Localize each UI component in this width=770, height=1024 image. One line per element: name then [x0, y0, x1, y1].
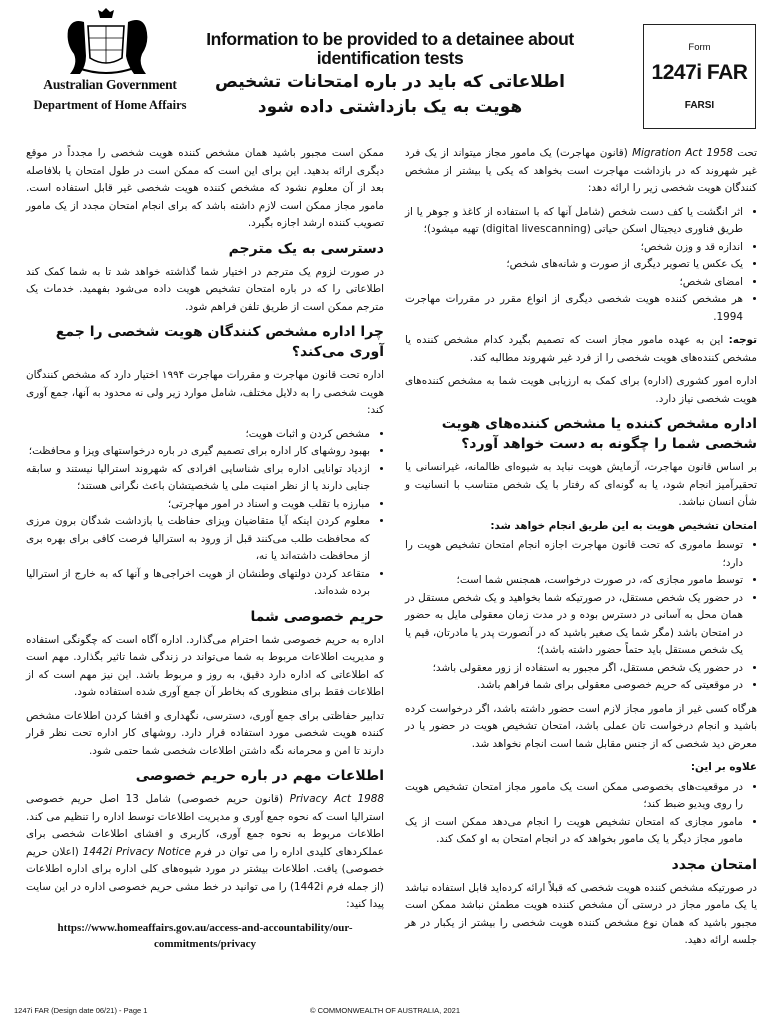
identifier-list	[405, 204, 757, 327]
how-paragraph: بر اساس قانون مهاجرت، آزمایش هویت نباید به شیوه‌ای ظالمانه، غیرانسانی یا تحقیرآمیز انجام شود، یا به گونه‌ای که رفتار با یک شخص متناسب با انسانیت و شأن انسان نباشد.	[405, 461, 757, 508]
form-number: 1247i FAR	[651, 61, 748, 84]
list-item: • مبارزه با تقلب هویت و اسناد در امور مهاجرتی؛	[26, 496, 370, 514]
list-item: • بهبود روشهای کار اداره برای تصمیم گیری در باره درخواستهای ویزا و محافظت؛	[26, 443, 370, 461]
list-item: • اثر انگشت یا کف دست شخص (شامل آنها که با استفاده از کاغذ و جوهر یا از طریق فناوری دیجیتال اسکن حیاتی (digital livescanning) تهیه میشود)؛	[405, 204, 743, 239]
footer-copyright: © COMMONWEALTH OF AUSTRALIA, 2021	[310, 1006, 460, 1015]
list-item: • مشخص کردن و اثبات هویت؛	[26, 426, 370, 444]
list-item: • امضای شخص؛	[405, 274, 743, 292]
heading-how: اداره مشخص کننده یا مشخص کننده‌های هویت شخصی شما را چگونه به دست خواهد آورد؟	[441, 416, 757, 452]
list-item: • در حضور یک شخص مستقل، اگر مجبور به استفاده از زور معقولی باشد؛	[405, 660, 743, 678]
privacy-paragraph-1: اداره به حریم خصوصی شما احترام می‌گذارد. اداره آگاه است که چگونگی استفاده و مدیریت اطلاعات مربوط به شما می‌تواند در زندگی شما تاثیر بگذارد. مهم است که اطلاعاتی که اداره دارد دقیق، به روز و مربوط باشد. این نیز مهم است که از اطلاعات فقط برای منظوری که بخاطر آن جمع آوری شده استفاده شود.	[26, 633, 384, 698]
list-item: • اندازه قد و وزن شخص؛	[405, 239, 743, 257]
form-id-box	[643, 24, 756, 129]
subheading-also: علاوه بر این:	[690, 761, 757, 773]
why-list	[26, 426, 384, 601]
privacy-act: Privacy Act 1988	[289, 793, 384, 805]
privacy-paragraph-2: تدابیر حفاظتی برای جمع آوری، دسترسی، نگهداری و افشا کردن اطلاعات مشخص کننده هویت شخصی مورد استفاده قرار دارد. روشهای کار اداره تحت نظر قرار دارند تا امن و محرمانه نگه داشتن اطلاعات شخصی شما حتمی شود.	[26, 709, 384, 757]
intro-paragraph: تحت Migration Act 1958 (قانون مهاجرت) یک مامور مجاز میتواند از یک فرد غیر شهروند که در بازداشت مهاجرت است بخواهد که یکی یا بیشتر از مشخص کنندگان هویت شخصی زیر را ارائه دهد:	[405, 147, 757, 194]
department-name: Department of Home Affairs	[33, 98, 187, 112]
list-item: • توسط مامور مجازی که، در صورت درخواست، همجنس شما است؛	[405, 572, 743, 590]
subheading-test: امتحان تشخیص هویت به این طریق انجام خواهد شد:	[490, 519, 757, 532]
heading-retest: امتحان مجدد	[671, 856, 757, 873]
list-item: • متقاعد کردن دولتهای وطنشان از هویت اخراجی‌ها و آنها که به خارج از استرالیا برده شده‌اند.	[26, 566, 370, 601]
government-name: Australian Government	[43, 77, 177, 92]
migration-act: Migration Act 1958	[632, 147, 733, 159]
list-item: • معلوم کردن اینکه آیا متقاضیان ویزای حفاظت یا بازداشت شدگان برون مرزی که محافظت طلب می‌کنند قبل از ورود به استرالیا فرصت کافی برای بهره بری از محافظت داشته‌اند یا نه،	[26, 513, 370, 566]
list-item: • ازدیاد توانایی اداره برای شناسایی افرادی که شهروند استرالیا نیستند و سابقه جنایی دارند یا از نظر امنیت ملی یا شخصیتشان باعث نگرانی هستند؛	[26, 461, 370, 496]
right-column	[405, 145, 757, 956]
list-item: • در موقعیتی که حریم خصوصی معقولی برای شما فراهم باشد.	[405, 677, 743, 695]
title-english: Information to be provided to a detainee about identification tests	[206, 29, 574, 68]
heading-important-privacy: اطلاعات مهم در باره حریم خصوصی	[135, 768, 384, 784]
footer-form-info: 1247i FAR (Design date 06/21) - Page 1	[14, 1006, 148, 1015]
form-label: Form	[688, 42, 711, 53]
other-person-paragraph: هرگاه کسی غیر از مامور مجاز لازم است حضور داشته باشد، اگر درخواست کرده باشید و انجام درخواست تان عملی باشد، امتحان تشخیص هویت در حضور یا در معرض دید شخصی که از جنس مقابل شما است انجام نخواهد شد.	[405, 702, 757, 750]
list-item: • مامور مجازی که امتحان تشخیص هویت را انجام می‌دهد ممکن است از یک مامور مجاز دیگر یا یک مامور بخواهد که در انجام امتحان به او کمک کند.	[405, 814, 743, 849]
list-item: • در حضور یک شخص مستقل، در صورتیکه شما بخواهید و یک شخص مستقل در همان محل به آسانی در دسترس بوده و در مدت زمان معقولی مایل به حضور در امتحان باشد (مگر شما یک صغیر باشید که در آنصورت پدر یا مادرتان، قیم یا یک شخص مستقل باید حتماً حضور داشته باشد)؛	[405, 590, 743, 660]
left-column	[26, 145, 384, 952]
form-language: FARSI	[684, 100, 715, 111]
interpreter-paragraph: در صورت لزوم یک مترجم در اختیار شما گذاشته خواهد شد تا به شما کمک کند اطلاعاتی را که در باره امتحان تشخیص هویت داده می‌شود بفهمید. خدمات یک مترجم ممکن است از طریق تلفن فراهم شود.	[26, 265, 384, 313]
heading-interpreter: دسترسی به یک مترجم	[228, 240, 384, 257]
dept-paragraph: اداره امور کشوری (اداره) برای کمک به ارزیابی هویت شما به مشخص کننده‌های هویت شخصی نیاز دارد.	[405, 375, 757, 405]
list-item: • یک عکس یا تصویر دیگری از صورت و شانه‌های شخص؛	[405, 256, 743, 274]
retest-paragraph: در صورتیکه مشخص کننده هویت شخصی که قبلاً ارائه کرده‌اید قابل استفاده نباشد یا یک مامور مجاز در درستی آن مشخص کننده هویت مطمئن نباشد ممکن است مجبور باشید که همان نوع مشخص کننده هویت شخصی را بیشتر از یکبار در هر جلسه ارائه دهید.	[405, 881, 757, 946]
list-item: • در موقعیت‌های بخصوصی ممکن است یک مامور مجاز امتحان تشخیص هویت را روی ویدیو ضبط کند؛	[405, 779, 743, 814]
test-list	[405, 537, 757, 695]
heading-why: چرا اداره مشخص کنندگان هویت شخصی را جمع آوری می‌کند؟	[55, 324, 384, 360]
list-item: • هر مشخص کننده هویت شخصی دیگری از انواع مقرر در مقررات مهاجرت 1994.	[405, 291, 743, 326]
note-paragraph: توجه: این به عهده مامور مجاز است که تصمیم بگیرد کدام مشخص کننده یا مشخص کننده‌های هویت شخصی را از فرد غیر شهروند مطالبه کند.	[405, 334, 757, 364]
also-list	[405, 779, 757, 849]
heading-privacy: حریم خصوصی شما	[250, 608, 384, 625]
privacy-notice: 1442i Privacy Notice	[82, 845, 191, 858]
why-paragraph: اداره تحت قانون مهاجرت و مقررات مهاجرت ۱۹۹۴ اختیار دارد که مشخص کنندگان هویت شخصی را به دلایل مختلف، شامل موارد زیر ولی نه محدود به آنها، جمع آوری کند:	[26, 369, 384, 416]
list-item: • توسط ماموری که تحت قانون مهاجرت اجازه انجام امتحان تشخیص هویت را دارد؛	[405, 537, 743, 572]
coat-of-arms-icon	[58, 8, 154, 78]
title-farsi: اطلاعاتی که باید در باره امتحانات تشخیص هویت به یک بازداشتی داده شود	[215, 72, 565, 117]
privacy-act-paragraph: Privacy Act 1988 (قانون حریم خصوصی) شامل 13 اصل حریم خصوصی استرالیا است که نحوه جمع آوری و مدیریت اطلاعات توسط اداره را تنظیم می کند. اطلاعات مربوط به نحوه جمع آوری، کاربری و افشای اطلاعات شخصی برای عملکردهای کلیدی اداره را می توان در فرم 1442i Privacy Notice (اعلان حریم خصوصی) یافت. اطلاعات بیشتر در مورد شیوه‌های کلی اداره برای اداره اطلاعات (از جمله فرم 1442i) را می توانید در خط مشی حریم خصوصی اداره در این سایت پیدا کنید:	[26, 793, 384, 910]
retest-continued-paragraph: ممکن است مجبور باشید همان مشخص کننده هویت شخصی را مجدداً در موقع دیگری ارائه بدهید. این برای این است که ممکن است در طول امتحان یا بلافاصله بعد از آن معلوم نشود که مشخص کننده هویت شخصی غیر قابل استفاده است. مامور مجاز ممکن است لازم داشته باشد که برای انجام امتحان مجدد از یک مامور تصویب کننده ارشد اجازه بگیرد.	[26, 147, 384, 229]
privacy-url-link[interactable]: https://www.homeaffairs.gov.au/access-and-accountability/our-commitments/privacy	[57, 921, 353, 950]
